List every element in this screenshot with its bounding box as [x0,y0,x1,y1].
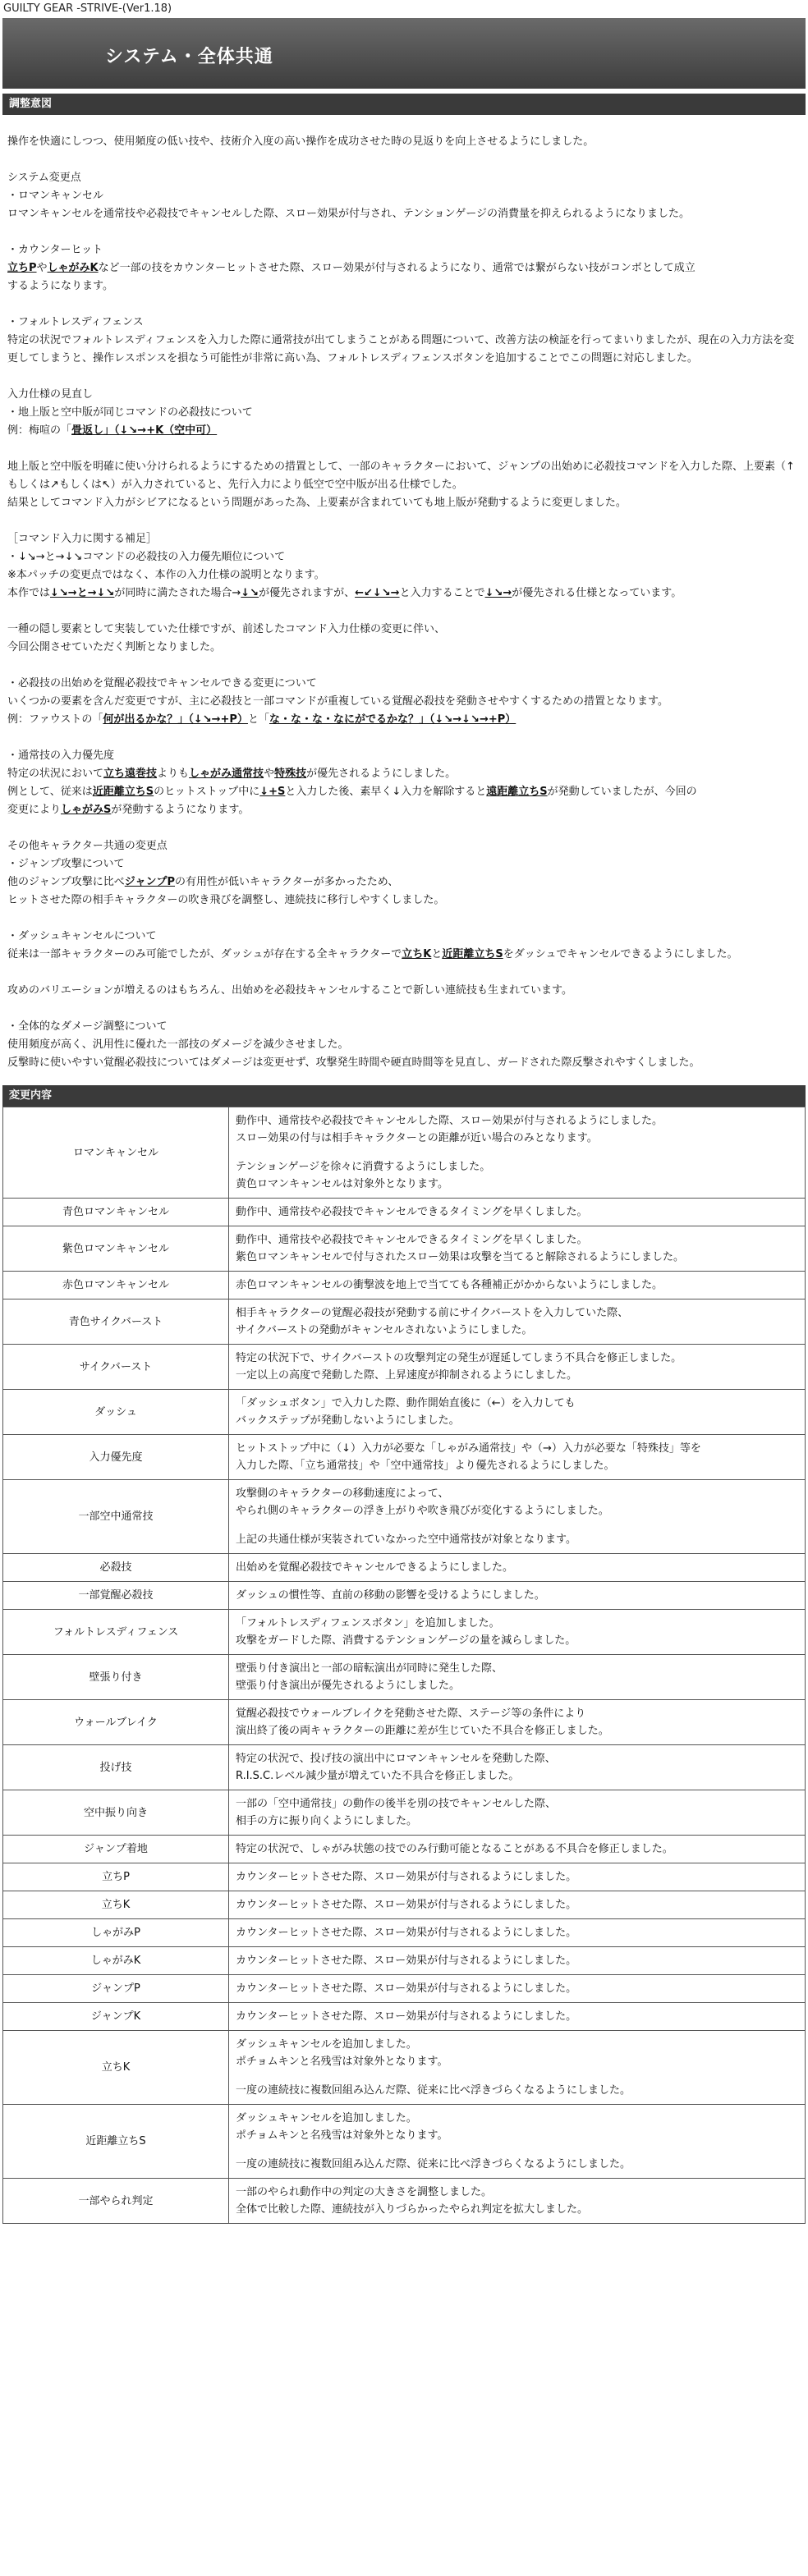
description-line: ポチョムキンと名残雪は対象外となります。 [236,2129,448,2142]
change-item-name: 壁張り付き [3,1655,229,1700]
intent-line: ヒットさせた際の相手キャラクターの吹き飛びを調整し、連続技に移行しやすくしました。 [7,894,445,906]
intent-line: 従来は一部キャラクターのみ可能でしたが、ダッシュが存在する全キャラクターで立ちKと近距離立ちSをダッシュでキャンセルできるようにしました。 [7,948,738,960]
change-item-name: ダッシュ [3,1390,229,1435]
change-item-name: 紫色ロマンキャンセル [3,1226,229,1272]
description-line: 攻撃をガードした際、消費するテンションゲージの量を減らしました。 [236,1634,576,1647]
change-description [229,1345,806,1390]
banner-title: システム・全体共通 [105,47,273,67]
table-row [3,2179,806,2224]
change-item-name: 一部覚醒必殺技 [3,1582,229,1610]
intent-line: ・必殺技の出始めを覚醒必殺技でキャンセルできる変更について [7,677,317,690]
intent-line: ・フォルトレスディフェンス [7,316,144,328]
description-line: 全体で比較した際、連続技が入りづらかったやられ判定を拡大しました。 [236,2203,589,2216]
change-description [229,1480,806,1554]
intent-line: 変更によりしゃがみSが発動するようになります。 [7,804,250,816]
move-name: 畳返し」（↓↘→+K（空中可） [71,424,218,437]
description-line: 赤色ロマンキャンセルの衝撃波を地上で当てても各種補正がかからないようにしました。 [236,1279,663,1291]
intent-line: 立ちPやしゃがみKなど一部の技をカウンターヒットさせた際、スロー効果が付与されるようになり、通常では繋がらない技がコンボとして成立 [7,262,696,274]
intent-line: 使用頻度が高く、汎用性に優れた一部技のダメージを減少させました。 [7,1038,349,1051]
description-line: カウンターヒットさせた際、スロー効果が付与されるようにしました。 [236,2010,577,2023]
change-description [229,1836,806,1863]
description-line: 黄色ロマンキャンセルは対象外となります。 [236,1178,448,1190]
description-line: カウンターヒットさせた際、スロー効果が付与されるようにしました。 [236,1899,577,1911]
description-line: 紫色ロマンキャンセルで付与されたスロー効果は攻撃を当てると解除されるようにしました。 [236,1251,685,1263]
intent-line: ・ジャンプ攻撃について [7,858,125,870]
description-line: ダッシュの慣性等、直前の移動の影響を受けるようにしました。 [236,1589,545,1602]
description-line: 特定の状況下で、サイクバーストの攻撃判定の発生が遅延してしまう不具合を修正しました。 [236,1352,682,1364]
intent-heading: 調整意図 [2,94,806,115]
change-description [229,1863,806,1891]
change-item-name: 一部空中通常技 [3,1480,229,1554]
description-line: 動作中、通常技や必殺技でキャンセルできるタイミングを早くしました。 [236,1206,588,1218]
change-description [229,2105,806,2179]
table-row [3,1745,806,1790]
description-line: カウンターヒットさせた際、スロー効果が付与されるようにしました。 [236,1955,577,1967]
intent-line: ・カウンターヒット [7,244,103,256]
change-description [229,1199,806,1226]
intent-line: 特定の状況において立ち遠巻技よりもしゃがみ通常技や特殊技が優先されるようにしました。 [7,768,457,780]
description-line: 一度の連続技に複数回組み込んだ際、従来に比べ浮きづらくなるようにしました。 [236,2158,631,2170]
change-description [229,1107,806,1199]
change-item-name: 必殺技 [3,1554,229,1582]
change-item-name: 空中振り向き [3,1790,229,1836]
intent-line: 例：梅喧の「畳返し」（↓↘→+K（空中可） [7,424,218,437]
change-item-name: サイクバースト [3,1345,229,1390]
intent-line: ・通常技の入力優先度 [7,749,115,762]
description-line: 入力した際、「立ち通常技」や「空中通常技」より優先されるようにしました。 [236,1460,615,1472]
table-row [3,1582,806,1610]
change-description [229,1390,806,1435]
description-line: 一定以上の高度で発動した際、上昇速度が抑制されるようにしました。 [236,1369,578,1382]
table-row [3,1199,806,1226]
intent-line: 今回公開させていただく判断となりました。 [7,641,222,653]
table-row [3,1390,806,1435]
change-description [229,1554,806,1582]
change-description [229,1582,806,1610]
description-line: テンションゲージを徐々に消費するようにしました。 [236,1161,491,1173]
description-line: 「フォルトレスディフェンスボタン」を追加しました。 [236,1617,500,1629]
description-line: 「ダッシュボタン」で入力した際、動作開始直後に（←）を入力しても [236,1397,576,1409]
description-line: やられ側のキャラクターの浮き上がりや吹き飛びが変化するようにしました。 [236,1505,609,1517]
description-line: 相手キャラクターの覚醒必殺技が発動する前にサイクバーストを入力していた際、 [236,1307,629,1319]
table-row [3,1947,806,1975]
intent-line: 本作では↓↘→と→↓↘が同時に満たされた場合→↓↘が優先されますが、←↙↓↘→と入力することで↓↘→が優先される仕様となっています。 [7,587,682,599]
description-line: ヒットストップ中に（↓）入力が必要な「しゃがみ通常技」や（→）入力が必要な「特殊技」等を [236,1442,701,1455]
description-line: ポチョムキンと名残雪は対象外となります。 [236,2056,448,2068]
description-line: 上記の共通仕様が実装されていなかった空中通常技が対象となります。 [236,1533,576,1546]
intent-line: 結果としてコマンド入力がシビアになるという問題があった為、上要素が含まれていても地上版が発動するように変更しました。 [7,497,627,509]
change-description [229,1610,806,1655]
description-line: 壁張り付き演出と一部の暗転演出が同時に発生した際、 [236,1662,503,1675]
description-line: 演出終了後の両キャラクターの距離に差が生じていた不具合を修正しました。 [236,1725,609,1737]
change-item-name: ウォールブレイク [3,1700,229,1745]
intent-line: ・↓↘→と→↓↘コマンドの必殺技の入力優先順位について [7,551,286,563]
description-line: 動作中、通常技や必殺技でキャンセルできるタイミングを早くしました。 [236,1234,588,1246]
change-description [229,1745,806,1790]
description-line: 一度の連続技に複数回組み込んだ際、従来に比べ浮きづらくなるようにしました。 [236,2084,631,2097]
description-line: 覚醒必殺技でウォールブレイクを発動させた際、ステージ等の条件により [236,1707,586,1720]
document-title: GUILTY GEAR -STRIVE-(Ver1.18) [3,2,172,15]
change-item-name: しゃがみP [3,1919,229,1947]
intent-line: 反撃時に使いやすい覚醒必殺技についてはダメージは変更せず、攻撃発生時間や硬直時間等を見直し、ガードされた際反撃されやすくしました。 [7,1057,700,1069]
changes-heading: 変更内容 [2,1085,806,1107]
table-row [3,1700,806,1745]
table-row [3,1226,806,1272]
table-row [3,1610,806,1655]
change-item-name: ジャンプP [3,1975,229,2003]
intent-line: その他キャラクター共通の変更点 [7,840,168,852]
table-row [3,1863,806,1891]
table-row [3,1480,806,1554]
change-description [229,2179,806,2224]
table-row [3,1919,806,1947]
intent-line: 攻めのバリエーションが増えるのはもちろん、出始めを必殺技キャンセルすることで新しい連続技も生まれています。 [7,984,572,997]
intent-line: いくつかの要素を含んだ変更ですが、主に必殺技と一部コマンドが重複している覚醒必殺技を発動させやすくするための措置となります。 [7,695,668,708]
change-item-name: ジャンプK [3,2003,229,2031]
description-line: 一部のやられ動作中の判定の大きさを調整しました。 [236,2186,493,2198]
table-row [3,1790,806,1836]
description-line: バックステップが発動しないようにしました。 [236,1414,460,1427]
intent-line: 特定の状況でフォルトレスディフェンスを入力した際に通常技が出てしまうことがある問題について、改善方法の検証を行ってまいりましたが、現在の入力方法を変更してしまうと、操作レスポンスを損なう可能性が非常に高い為、フォルトレスディフェンスボタンを追加することでこの問題に対応しました。 [7,334,795,364]
intent-line: 例：ファウストの「何が出るかな？」（↓↘→+P）と「な・な・な・なにがでるかな？」（↓↘→↓↘→+P） [7,713,516,726]
change-description [229,1435,806,1480]
description-line: ダッシュキャンセルを追加しました。 [236,2038,417,2051]
table-row [3,1435,806,1480]
change-item-name: 一部やられ判定 [3,2179,229,2224]
change-item-name: 立ちP [3,1863,229,1891]
intent-line: システム変更点 [7,172,81,184]
table-row [3,1891,806,1919]
description-line: 相手の方に振り向くようにしました。 [236,1815,418,1827]
table-row [3,2105,806,2179]
intent-body [2,115,806,1080]
intent-line: 他のジャンプ攻撃に比べジャンプPの有用性が低いキャラクターが多かったため、 [7,876,399,888]
intent-line: 例として、従来は近距離立ちSのヒットストップ中に↓+Sと入力した後、素早く↓入力を解除すると遠距離立ちSが発動していましたが、今回の [7,786,697,798]
change-description [229,1947,806,1975]
change-description [229,1272,806,1299]
table-row [3,1107,806,1199]
description-line: 特定の状況で、投げ技の演出中にロマンキャンセルを発動した際、 [236,1753,556,1765]
description-line: ダッシュキャンセルを追加しました。 [236,2112,417,2125]
change-description [229,1891,806,1919]
description-line: 動作中、通常技や必殺技でキャンセルした際、スロー効果が付与されるようにしました。 [236,1115,663,1127]
intent-line: ロマンキャンセルを通常技や必殺技でキャンセルした際、スロー効果が付与され、テンションゲージの消費量を抑えられるようになりました。 [7,208,691,220]
table-row [3,1975,806,2003]
intent-line: するようになります。 [7,280,113,292]
change-description [229,1226,806,1272]
intent-line: ※本パッチの変更点ではなく、本作の入力仕様の説明となります。 [7,569,325,581]
change-description [229,1790,806,1836]
change-description [229,2003,806,2031]
description-line: 出始めを覚醒必殺技でキャンセルできるようにしました。 [236,1561,514,1574]
move-name: 立ちP [7,262,37,274]
section-banner [2,18,806,89]
table-row [3,1655,806,1700]
table-row [3,1299,806,1345]
change-description [229,1975,806,2003]
description-line: R.I.S.C.レベル減少量が増えていた不具合を修正しました。 [236,1770,520,1782]
description-line: カウンターヒットさせた際、スロー効果が付与されるようにしました。 [236,1871,577,1883]
change-item-name: 青色サイクバースト [3,1299,229,1345]
table-row [3,2031,806,2105]
description-line: 攻撃側のキャラクターの移動速度によって、 [236,1487,449,1500]
move-name: しゃがみK [47,262,99,274]
intent-line: ・地上版と空中版が同じコマンドの必殺技について [7,406,253,419]
intent-line: ・ダッシュキャンセルについて [7,930,157,942]
intent-line: ［コマンド入力に関する補足］ [7,533,158,545]
change-item-name: ロマンキャンセル [3,1107,229,1199]
intent-paragraph: 操作を快適にしつつ、使用頻度の低い技や、技術介入度の高い操作を成功させた時の見返りを向上させるようにしました。 [7,135,595,148]
description-line: カウンターヒットさせた際、スロー効果が付与されるようにしました。 [236,1927,577,1939]
intent-line: 地上版と空中版を明確に使い分けられるようにするための措置として、一部のキャラクターにおいて、ジャンプの出始めに必殺技コマンドを入力した際、上要素（↑もしくは↗もしくは↖）が入力されていると、先行入力により低空で空中版が出る仕様でした。 [7,461,795,491]
change-item-name: 青色ロマンキャンセル [3,1199,229,1226]
change-item-name: 立ちK [3,1891,229,1919]
table-row [3,1554,806,1582]
intent-line: 一種の隠し要素として実装していた仕様ですが、前述したコマンド入力仕様の変更に伴い、 [7,623,446,635]
change-item-name: 立ちK [3,2031,229,2105]
description-line: 一部の「空中通常技」の動作の後半を別の技でキャンセルした際、 [236,1798,557,1810]
table-row [3,2003,806,2031]
description-line: スロー効果の付与は相手キャラクターとの距離が近い場合のみとなります。 [236,1132,598,1144]
intent-line: 入力仕様の見直し [7,388,94,401]
change-item-name: 近距離立ちS [3,2105,229,2179]
change-description [229,1655,806,1700]
change-description [229,1299,806,1345]
change-item-name: 入力優先度 [3,1435,229,1480]
changes-table [2,1107,806,2224]
table-row [3,1836,806,1863]
description-line: カウンターヒットさせた際、スロー効果が付与されるようにしました。 [236,1982,577,1995]
change-item-name: しゃがみK [3,1947,229,1975]
change-item-name: 投げ技 [3,1745,229,1790]
table-row [3,1345,806,1390]
change-description [229,1700,806,1745]
description-line: サイクバーストの発動がキャンセルされないようにしました。 [236,1324,533,1336]
change-description [229,2031,806,2105]
table-row [3,1272,806,1299]
description-line: 特定の状況で、しゃがみ状態の技でのみ行動可能となることがある不具合を修正しました。 [236,1843,673,1855]
change-description [229,1919,806,1947]
intent-line: ・全体的なダメージ調整について [7,1020,168,1033]
change-item-name: ジャンプ着地 [3,1836,229,1863]
change-item-name: フォルトレスディフェンス [3,1610,229,1655]
description-line: 壁張り付き演出が優先されるようにしました。 [236,1680,461,1692]
intent-line: ・ロマンキャンセル [7,190,104,202]
change-item-name: 赤色ロマンキャンセル [3,1272,229,1299]
